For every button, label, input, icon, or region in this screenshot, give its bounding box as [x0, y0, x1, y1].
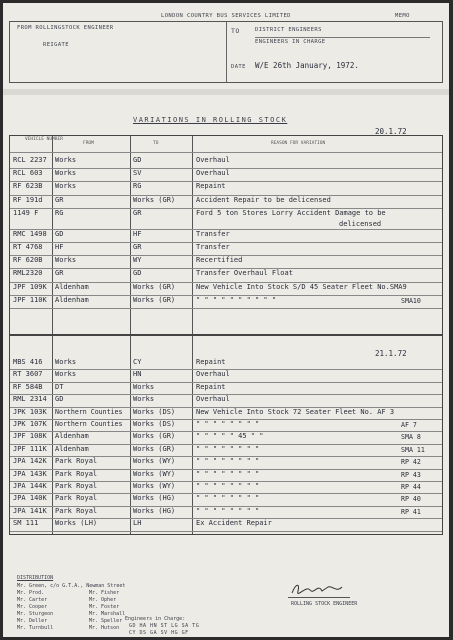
from-line-2: REIGATE	[43, 42, 69, 48]
from-cell: Park Royal	[55, 469, 98, 478]
to-cell: Works (WY)	[133, 457, 176, 466]
reason-cell: Overhaul	[196, 169, 230, 178]
to-cell: Works (WY)	[133, 482, 176, 490]
distribution-name: Mr. Speller	[89, 618, 123, 624]
col-header-to: TO	[153, 141, 159, 146]
from-cell: Northern Counties	[55, 420, 123, 428]
vehicle-number: RF 623B	[13, 182, 43, 191]
reason-cell: Ford 5 ton Stores Lorry Accident Damage to be	[196, 208, 386, 217]
from-cell: Aldenham	[55, 444, 89, 453]
vehicle-number: JPF 111K	[13, 444, 47, 453]
fleet-number: SMA 11	[401, 445, 425, 454]
vehicle-number: RCL 603	[13, 169, 43, 178]
vehicle-number: RF 620B	[13, 256, 43, 265]
memo-date: W/E 26th January, 1972.	[255, 61, 359, 70]
section-1-date: 20.1.72	[375, 127, 407, 136]
vehicle-number: RT 3607	[13, 370, 43, 379]
to-cell: RG	[133, 182, 142, 191]
to-cell: Works	[133, 395, 155, 404]
from-cell: Aldenham	[55, 432, 89, 441]
vehicle-number: 1149 F	[13, 208, 39, 217]
reason-cell: New Vehicle Into Stock S/D 45 Seater Fleet No.SMA9	[196, 282, 407, 291]
reason-cell: New Vehicle Into Stock 72 Seater Fleet No. AF 3	[196, 407, 395, 416]
distribution-name: Mr. Cooper	[17, 604, 48, 610]
to-cell: Works (HG)	[133, 506, 176, 515]
vehicle-number: RMC 1498	[13, 229, 47, 238]
reason-cell: Transfer	[196, 243, 230, 251]
reason-cell: Overhaul	[196, 395, 230, 404]
vehicle-number: JPA 142K	[13, 457, 47, 466]
reason-cell: " " " " " 45 " "	[196, 432, 264, 441]
vehicle-number: JPF 109K	[13, 282, 47, 291]
from-cell: Works	[55, 358, 77, 366]
engineers-label: Engineers in Charge:	[125, 616, 186, 622]
from-cell: Aldenham	[55, 295, 89, 304]
from-cell: Park Royal	[55, 457, 98, 466]
from-cell: Works	[55, 182, 77, 191]
reason-cell: " " " " " " " "	[196, 469, 260, 478]
from-cell: Works	[55, 256, 77, 265]
reason-cell: Repaint	[196, 182, 226, 191]
vehicle-number: JPA 141K	[13, 506, 47, 515]
from-cell: Works	[55, 169, 77, 178]
from-cell: DT	[55, 382, 64, 391]
vehicle-number: RML2320	[13, 269, 43, 278]
to-cell: CY	[133, 358, 142, 366]
from-cell: HF	[55, 243, 64, 251]
reason-cell: Transfer	[196, 229, 230, 238]
to-cell: Works (GR)	[133, 195, 176, 204]
vehicle-number: SM 111	[13, 519, 39, 528]
from-cell: Northern Counties	[55, 407, 123, 416]
to-cell: Works (WY)	[133, 469, 176, 478]
distribution-name: Mr. Hutson	[89, 625, 120, 631]
distribution-name: Mr. Carter	[17, 597, 48, 603]
to-cell: GR	[133, 243, 142, 251]
from-cell: GR	[55, 269, 64, 278]
reason-cell: Repaint	[196, 382, 226, 391]
company-name: LONDON COUNTRY BUS SERVICES LIMITED	[161, 13, 291, 19]
memo-sheet	[3, 3, 449, 637]
from-cell: GD	[55, 229, 64, 238]
to-line-1: DISTRICT ENGINEERS	[255, 27, 322, 33]
vehicle-number: JPK 107K	[13, 420, 47, 428]
fleet-number: SMA10	[401, 296, 421, 305]
reason-cell: Recertified	[196, 256, 243, 265]
memo-label: MEMO	[395, 13, 410, 19]
distribution-name: Mr. Deller	[17, 618, 48, 624]
to-cell: HF	[133, 229, 142, 238]
to-cell: GR	[133, 208, 142, 217]
to-cell: GD	[133, 156, 142, 164]
reason-cell: " " " " " " " " " "	[196, 295, 277, 304]
from-cell: RG	[55, 208, 64, 217]
from-cell: Works (LH)	[55, 519, 98, 528]
reason-cell: " " " " " " " "	[196, 494, 260, 503]
from-cell: Park Royal	[55, 506, 98, 515]
reason-continuation: delicensed	[339, 219, 382, 228]
vehicle-number: JPA 144K	[13, 482, 47, 490]
vehicle-number: RF 584B	[13, 382, 43, 391]
to-cell: Works (GR)	[133, 432, 176, 441]
vehicle-number: JPK 103K	[13, 407, 47, 416]
distribution-name: Mr. Green, c/o G.T.A., Newman Street	[17, 583, 126, 589]
to-cell: WY	[133, 256, 142, 265]
to-cell: SV	[133, 169, 142, 178]
reason-cell: " " " " " " " "	[196, 444, 260, 453]
fleet-number: AF 7	[401, 421, 417, 429]
reason-cell: Repaint	[196, 358, 226, 366]
fleet-number: RP 44	[401, 483, 421, 491]
fleet-number: RP 42	[401, 458, 421, 467]
fleet-number: RP 41	[401, 507, 421, 516]
vehicle-number: JPF 108K	[13, 432, 47, 441]
reason-cell: " " " " " " " "	[196, 506, 260, 515]
from-cell: Aldenham	[55, 282, 89, 291]
fleet-number: RP 40	[401, 495, 421, 504]
distribution-name: Mr. Foster	[89, 604, 120, 610]
vehicle-number: RT 4768	[13, 243, 43, 251]
vehicle-number: RF 191d	[13, 195, 43, 204]
vehicle-number: RML 2314	[13, 395, 47, 404]
to-cell: Works (GR)	[133, 282, 176, 291]
from-line-1: FROM ROLLINGSTOCK ENGINEER	[17, 25, 114, 31]
distribution-name: Mr. Opher	[89, 597, 117, 603]
reason-cell: Ex Accident Repair	[196, 519, 272, 528]
col-header-from: FROM	[83, 141, 94, 146]
engineers-codes-2: CY DS GA SV HG GF	[129, 630, 189, 636]
to-cell: LH	[133, 519, 142, 528]
distribution-name: Mr. Sturgeon	[17, 611, 54, 617]
to-cell: GD	[133, 269, 142, 278]
from-cell: GR	[55, 195, 64, 204]
page-title: VARIATIONS IN ROLLING STOCK	[133, 116, 288, 124]
distribution-name: Mr. Fisher	[89, 590, 120, 596]
to-cell: HN	[133, 370, 142, 379]
reason-cell: " " " " " " " "	[196, 482, 260, 490]
vehicle-number: JPA 143K	[13, 469, 47, 478]
section-2-date: 21.1.72	[375, 349, 407, 358]
reason-cell: " " " " " " " "	[196, 420, 260, 428]
distribution-name: Mr. Marshall	[89, 611, 126, 617]
to-cell: Works (GR)	[133, 295, 176, 304]
reason-cell: Overhaul	[196, 156, 230, 164]
from-cell: Works	[55, 156, 77, 164]
vehicle-number: JPF 110K	[13, 295, 47, 304]
signatory-title: ROLLING STOCK ENGINEER	[291, 601, 358, 607]
vehicle-number: RCL 2237	[13, 156, 47, 164]
signature-line	[288, 581, 350, 598]
distribution-heading: DISTRIBUTION	[17, 575, 54, 581]
col-header-reason: REASON FOR VARIATION	[271, 141, 326, 146]
to-cell: Works (HG)	[133, 494, 176, 503]
to-label: TO	[231, 27, 240, 35]
to-cell: Works	[133, 382, 155, 391]
from-cell: GD	[55, 395, 64, 404]
to-line-2: ENGINEERS IN CHARGE	[255, 39, 326, 45]
fleet-number: SMA 8	[401, 433, 421, 442]
engineers-codes-1: GD HA HN ST LG SA TG	[129, 623, 200, 629]
reason-cell: Overhaul	[196, 370, 230, 379]
date-label: DATE	[231, 64, 246, 70]
to-cell: Works (DS)	[133, 407, 176, 416]
reason-cell: Transfer Overhaul Float	[196, 269, 293, 278]
to-cell: Works (DS)	[133, 420, 176, 428]
reason-cell: " " " " " " " "	[196, 457, 260, 466]
reason-cell: Accident Repair to be delicensed	[196, 195, 331, 204]
distribution-name: Mr. Turnbull	[17, 625, 54, 631]
vehicle-number: MBS 416	[13, 358, 43, 366]
from-cell: Works	[55, 370, 77, 379]
to-cell: Works (GR)	[133, 444, 176, 453]
signature-icon	[288, 581, 348, 597]
vehicle-number: JPA 140K	[13, 494, 47, 503]
col-header-vehicle: VEHICLE NUMBER	[25, 137, 63, 142]
distribution-name: Mr. Prod.	[17, 590, 45, 596]
from-cell: Park Royal	[55, 494, 98, 503]
fleet-number: RP 43	[401, 470, 421, 479]
from-cell: Park Royal	[55, 482, 98, 490]
